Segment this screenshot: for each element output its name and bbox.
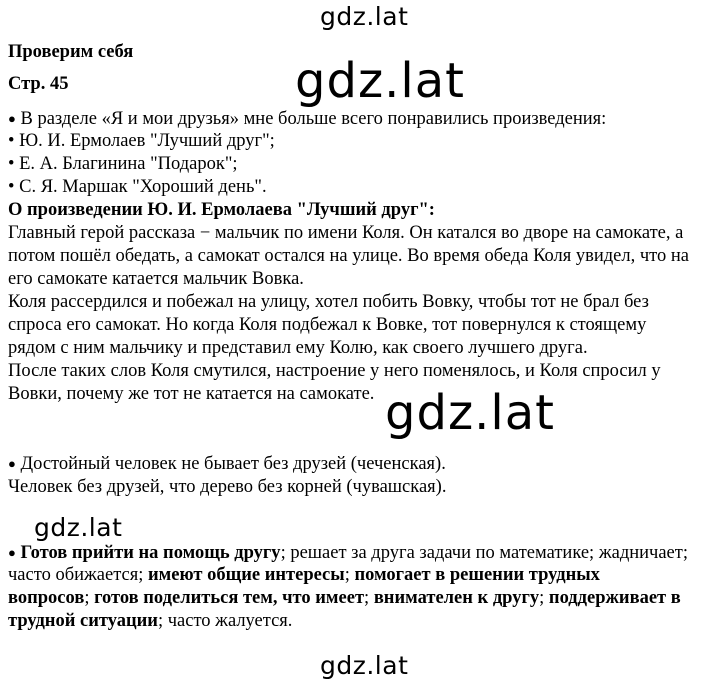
trait-normal: часто обижается; xyxy=(8,565,149,585)
bullet-icon: ● xyxy=(8,456,16,471)
watermark-middle: gdz.lat xyxy=(385,385,555,441)
watermark-top: gdz.lat xyxy=(320,2,409,31)
trait-bold: помогает в решении трудных xyxy=(354,565,600,585)
trait-bold: имеют общие интересы xyxy=(148,565,345,585)
intro-text: В разделе «Я и мои друзья» мне больше всего понравились произведения: xyxy=(20,109,607,129)
story-line: После таких слов Коля смутился, настроение у него поменялось, и Коля спросил у xyxy=(8,361,661,381)
trait-bold: внимателен к другу xyxy=(373,588,540,608)
bullet-icon: ● xyxy=(8,111,16,126)
story-line: потом пошёл обедать, а самокат остался на улице. Во время обеда Коля увидел, что на xyxy=(8,246,689,266)
trait-bold: вопросов xyxy=(8,588,85,608)
proverb-line xyxy=(8,452,446,476)
traits-line-4 xyxy=(8,610,292,633)
traits-line-3 xyxy=(8,587,681,610)
trait-separator: ; xyxy=(344,565,355,585)
trait-bold: трудной ситуации xyxy=(8,611,158,631)
story-line: рядом с ним мальчику и представил ему Колю, как своего лучшего друга. xyxy=(8,338,588,358)
watermark-bottom: gdz.lat xyxy=(320,651,409,680)
work-title: Ю. И. Ермолаев "Лучший друг"; xyxy=(19,131,275,151)
section-heading: Проверим себя xyxy=(8,42,134,62)
trait-separator: ; xyxy=(84,588,95,608)
page-reference: Стр. 45 xyxy=(8,74,69,94)
watermark-header: gdz.lat xyxy=(295,53,465,109)
intro-line xyxy=(8,107,606,131)
trait-normal: ; часто жалуется. xyxy=(157,611,293,631)
story-line: спроса его самокат. Но когда Коля подбежал к Вовке, тот повернулся к стоящему xyxy=(8,315,647,335)
trait-separator: ; xyxy=(364,588,374,608)
proverb-text: Достойный человек не бывает без друзей (чеченская). xyxy=(20,454,446,474)
work-item: • С. Я. Маршак "Хороший день". xyxy=(8,177,267,197)
work-title: С. Я. Маршак "Хороший день". xyxy=(19,177,267,197)
trait-bold: готов поделиться тем, что имеет xyxy=(94,588,365,608)
story-line: Коля рассердился и побежал на улицу, хотел побить Вовку, чтобы тот не брал без xyxy=(8,292,649,312)
story-line: Главный герой рассказа − мальчик по имени Коля. Он катался во дворе на самокате, а xyxy=(8,223,684,243)
traits-line-1 xyxy=(8,541,688,565)
about-title: О произведении Ю. И. Ермолаева "Лучший друг": xyxy=(8,200,435,220)
watermark-left: gdz.lat xyxy=(34,513,123,542)
work-item: • Е. А. Благинина "Подарок"; xyxy=(8,154,238,174)
trait-bold: поддерживает в xyxy=(548,588,681,608)
proverb-line: Человек без друзей, что дерево без корней (чувашская). xyxy=(8,477,447,497)
story-line: его самокате катается мальчик Вовка. xyxy=(8,269,304,289)
bullet-icon: ● xyxy=(8,545,16,560)
trait-bold: Готов прийти на помощь другу xyxy=(20,543,281,563)
trait-separator: ; xyxy=(539,588,549,608)
story-line: Вовки, почему же тот не катается на самокате. xyxy=(8,384,375,404)
traits-line-2 xyxy=(8,564,600,587)
work-title: Е. А. Благинина "Подарок"; xyxy=(19,154,238,174)
trait-normal: ; решает за друга задачи по математике; жадничает; xyxy=(280,543,688,563)
work-item: • Ю. И. Ермолаев "Лучший друг"; xyxy=(8,131,275,151)
